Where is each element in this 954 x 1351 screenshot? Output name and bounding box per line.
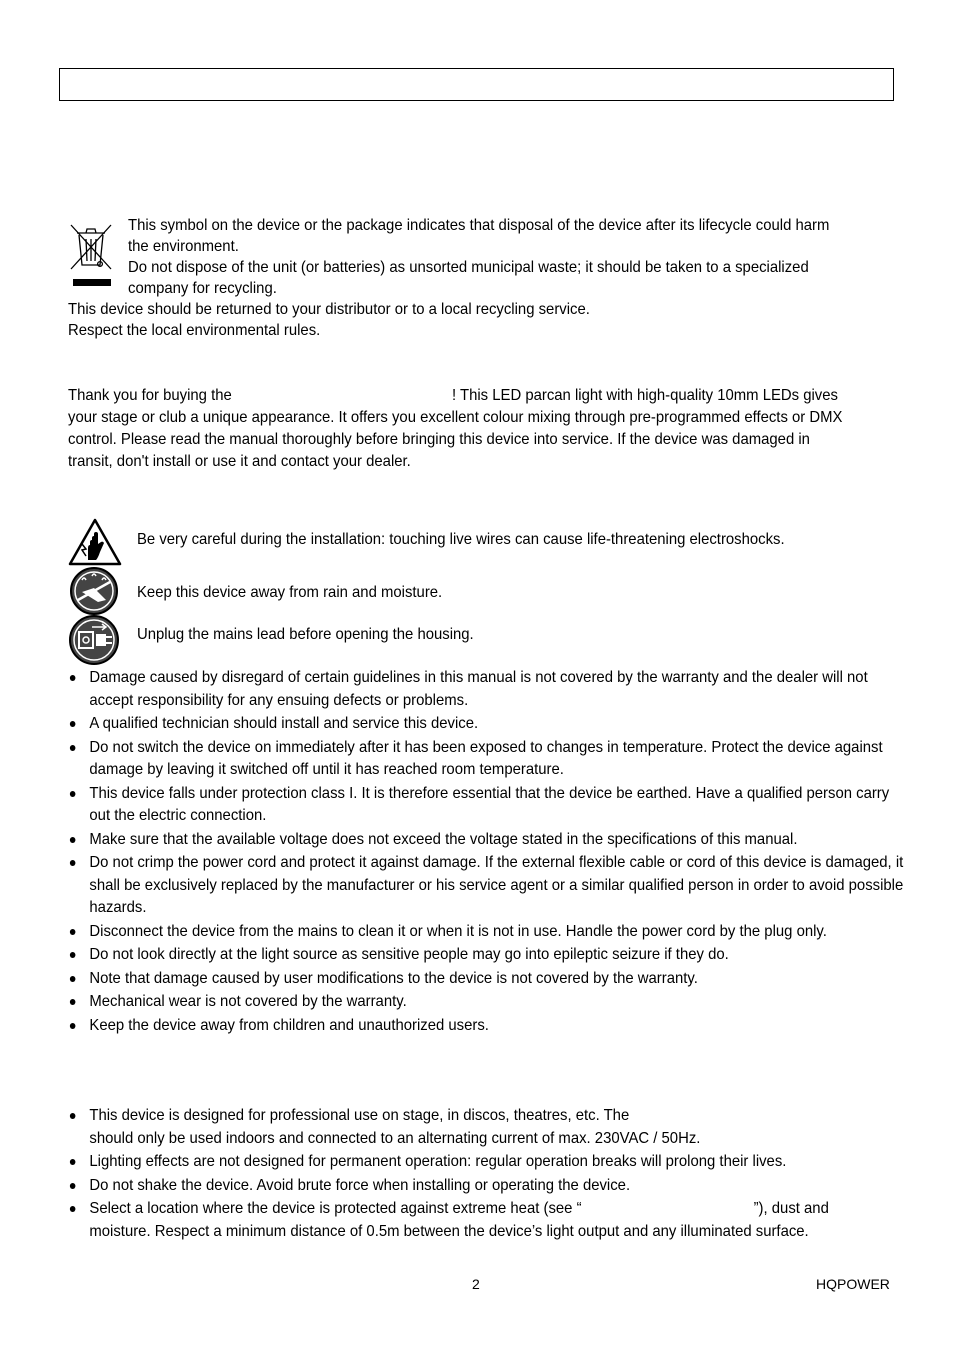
disposal-text-line-1: This symbol on the device or the package indicates that disposal of the device after its lifecycle could harm: [128, 217, 830, 234]
disposal-text-line-6: Respect the local environmental rules.: [68, 322, 321, 339]
unplug-mains-icon: [68, 614, 120, 666]
intro-line-1b: ! This LED parcan light with high-quality 10mm LEDs gives: [452, 387, 838, 404]
list-item: Do not switch the device on immediately after it has been exposed to changes in temperature. Protect the device against damage by leaving it switched off until it has reached room temperature.: [68, 737, 908, 782]
list-item: [68, 1198, 908, 1243]
list-item: Keep the device away from children and unauthorized users.: [68, 1015, 908, 1038]
list-item: Note that damage caused by user modifications to the device is not covered by the warranty.: [68, 968, 908, 991]
electric-shock-warning-icon: [68, 518, 122, 566]
footer-brand: HQPOWER: [816, 1276, 890, 1292]
list-item: Lighting effects are not designed for permanent operation: regular operation breaks will prolong their lives.: [68, 1151, 908, 1174]
warning-text-electroshock: Be very careful during the installation: touching live wires can cause life-threatening electroshocks.: [137, 531, 785, 548]
list-item: This device falls under protection class I. It is therefore essential that the device be earthed. Have a qualified person carry out the electric connection.: [68, 783, 908, 828]
disposal-text-line-5: This device should be returned to your distributor or to a local recycling service.: [68, 301, 590, 318]
list-item: Do not look directly at the light source as sensitive people may go into epileptic seizure if they do.: [68, 944, 908, 967]
guideline-1-line-2: should only be used indoors and connected to an alternating current of max. 230VAC / 50Hz.: [89, 1129, 701, 1147]
safety-bullet-list: [68, 667, 948, 1037]
warning-text-moisture: Keep this device away from rain and moisture.: [137, 584, 443, 601]
keep-dry-icon: [68, 566, 120, 616]
list-item: Damage caused by disregard of certain guidelines in this manual is not covered by the warranty and the dealer will not accept responsibility for any ensuing defects or problems.: [68, 667, 908, 712]
header-title-box: [59, 68, 894, 101]
list-item: Disconnect the device from the mains to clean it or when it is not in use. Handle the power cord by the plug only.: [68, 921, 908, 944]
disposal-text-line-3: Do not dispose of the unit (or batteries) as unsorted municipal waste; it should be taken to a specialized: [128, 259, 809, 276]
guideline-4-line-1a: Select a location where the device is protected against extreme heat (see “: [89, 1200, 582, 1217]
guidelines-bullet-list: [68, 1105, 948, 1243]
guideline-1-line-1: This device is designed for professional use on stage, in discos, theatres, etc. The: [89, 1107, 630, 1124]
list-item: Do not crimp the power cord and protect it against damage. If the external flexible cable or cord of this device is damaged, it shall be exclusively replaced by the manufacturer or his service agent or a similar qualified person in order to avoid possible hazards.: [68, 852, 908, 920]
guideline-4-line-1b: ”), dust and: [753, 1200, 829, 1217]
warning-text-unplug: Unplug the mains lead before opening the housing.: [137, 626, 474, 643]
list-item: Do not shake the device. Avoid brute force when installing or operating the device.: [68, 1175, 908, 1198]
intro-line-2: your stage or club a unique appearance. It offers you excellent colour mixing through pre-programmed effects or DMX: [68, 409, 843, 426]
disposal-text-line-2: the environment.: [128, 238, 239, 255]
list-item: Mechanical wear is not covered by the warranty.: [68, 991, 908, 1014]
intro-line-4: transit, don't install or use it and contact your dealer.: [68, 453, 411, 470]
weee-crossed-bin-icon: [68, 220, 114, 290]
list-item: [68, 1105, 908, 1150]
intro-line-3: control. Please read the manual thoroughly before bringing this device into service. If the device was damaged in: [68, 431, 810, 448]
list-item: A qualified technician should install and service this device.: [68, 713, 908, 736]
list-item: Make sure that the available voltage does not exceed the voltage stated in the specifications of this manual.: [68, 829, 908, 852]
guideline-4-line-2: moisture. Respect a minimum distance of 0.5m between the device’s light output and any illuminated surface.: [89, 1222, 809, 1240]
page-number: 2: [472, 1276, 480, 1292]
intro-line-1a: Thank you for buying the: [68, 387, 232, 404]
disposal-text-line-4: company for recycling.: [128, 280, 277, 297]
